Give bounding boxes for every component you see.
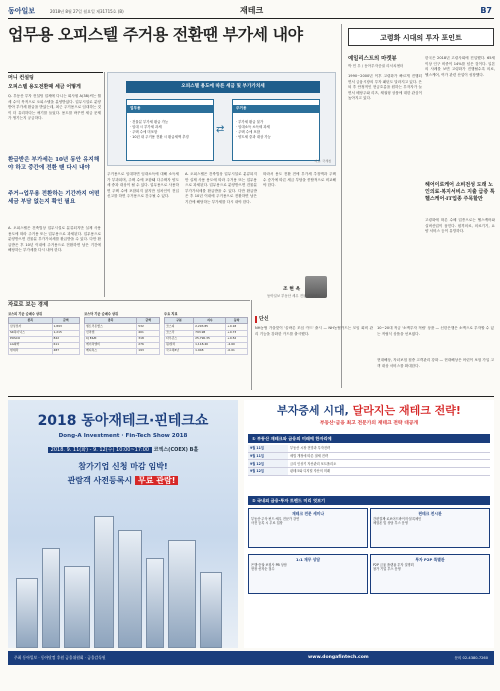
table-cell: LG화학	[9, 342, 53, 348]
table-cell: 메디톡스	[85, 348, 137, 354]
residential-use-box	[232, 99, 320, 161]
table-cell: -4.60	[226, 342, 248, 348]
data-section-title: 자료로 보는 경제	[8, 302, 49, 308]
ad-event-date	[8, 447, 238, 454]
table-cell: 2,293.85	[194, 324, 226, 330]
pull-quote: 환급받은 부가세는 10년 동안 유지해야 하고 중간에 전환 땐 다시 내야	[8, 157, 100, 172]
column-subhead: 헤어이로케어 소비전성 도래 노인의료·복지서비스 지출 급증 톡 헬스케어·IT업종 주목할만	[425, 182, 495, 202]
program-box-text: P2P 금융 플랫폼 투자 설명회 참가 기업 부스 운영	[373, 563, 414, 572]
table-cell: 532	[137, 324, 160, 330]
table-caption: 주요 지표	[164, 312, 178, 316]
page-header	[8, 5, 494, 19]
ad-subheadline: 부동산·금융 최고 전문가의 재테크 전략 대공개	[319, 421, 419, 426]
article-body: A. 오피스텔은 건축법상 업무시설로 분류되지만 실제 사용 용도에 따라 주거용 또는 업무용으로 과세된다. 업무용으로 분양받으면 건물분 부가가치세를 환급받을 수 있다. 다만 환급받은 후 10년 이내에 주거용으로 전환하면 남은 기간에 해당하는 부가세를 다시 내야 한다.	[8, 226, 101, 253]
table-cell: 에이치엘비	[85, 342, 137, 348]
table-cell: 다우존스	[165, 336, 194, 342]
page-number: B7	[480, 6, 492, 15]
session-row	[248, 445, 490, 452]
building-illustration	[42, 548, 60, 648]
section-divider	[8, 300, 250, 301]
session-date: 9월 12일	[248, 460, 288, 468]
ad-cta: 참가기업 신청 마감 임박!	[78, 462, 168, 471]
table-cell: 신라젠	[85, 330, 137, 336]
program-box-title: 핀테크 전시관	[418, 511, 442, 516]
data-table	[8, 312, 80, 355]
table-cell: 현대차	[9, 348, 53, 354]
issue-date: 2018년 8월 27일 월요일 제31715호 (B)	[50, 9, 124, 14]
table-header-cell: 금액	[52, 318, 79, 324]
table-cell: 276	[137, 342, 160, 348]
table-cell: 1,118.40	[194, 342, 226, 348]
columnist-name: 박 민 우 / 동아투자증권 리서치센터	[348, 64, 404, 68]
column-divider	[251, 300, 252, 390]
program-box-title: 1:1 재무 상담	[295, 557, 321, 562]
business-use-box	[126, 99, 214, 161]
session-header: ② 국내외 금융·투자 트렌드 미리 엿보기	[248, 496, 490, 505]
brief-item: 현대해상, 자녀보험 집중 고객관리 강화 — 현대해상은 어린이 보험 가입 고객 대상 서비스를 확대한다.	[377, 358, 494, 368]
building-illustration	[94, 516, 114, 648]
column-header: 예일리스트의 마켓뷰	[348, 56, 397, 62]
brief-item: 10~20대 적금 '소액투자 적립' 상품 — 신한은행은 소액으로 투자할 수 있는 적립식 상품을 선보였다.	[377, 326, 494, 336]
session-row	[248, 468, 490, 476]
box-text: · 건물분 부가세 환급 가능 · 임대 시 부가세 과세 · 주택 수에 미포함 · 10년 내 주거용 전환 시 환급세액 추징	[130, 119, 189, 139]
table-cell: +0.52	[226, 336, 248, 342]
table-header-cell: 종목	[9, 318, 53, 324]
table-cell: +0.18	[226, 324, 248, 330]
table-cell: -0.01	[226, 348, 248, 354]
article-label: 머니 컨설팅	[8, 72, 103, 82]
program-box-text: 부동산·주식·펀드·세무 전문가 강연 사전 등록 시 무료 입장	[251, 517, 300, 526]
table-cell: 삼성전자	[9, 324, 53, 330]
main-headline: 업무용 오피스텔 주거용 전환땐 부가세 내야	[8, 25, 303, 44]
table-cell: 셀트리온헬스	[85, 324, 137, 330]
session-topic: 세법 개정에 따른 절세 전략	[288, 452, 490, 460]
program-box	[248, 508, 368, 548]
session-row	[248, 460, 490, 468]
column-body: 1990~2000년 이후 고령화가 빠르게 진행되면서 금융시장의 투자 패턴도 달라지고 있다. 은퇴 후 안정적인 현금흐름을 원하는 투자자가 늘면서 배당주와 리츠, 채권형 상품에 대한 관심이 높아지고 있다.	[348, 74, 422, 101]
session-row	[248, 452, 490, 460]
program-box-title: 투자 P2P 특별관	[415, 557, 445, 562]
table-cell: 코스피	[165, 324, 194, 330]
building-illustration	[118, 530, 142, 648]
building-illustration	[64, 566, 90, 648]
table-cell: 193	[137, 348, 160, 354]
ad-visual	[8, 400, 238, 648]
event-advertisement	[8, 396, 494, 672]
building-illustration	[16, 578, 38, 648]
table-cell: 611	[52, 342, 79, 348]
box-text: · 부가세 환급 불가 · 임대소득 소득세 과세 · 주택 수에 포함 · 양도세 중과 대상 가능	[236, 119, 271, 139]
infographic-title: 오피스텔 용도에 따른 세금 및 부가가치세	[126, 81, 320, 93]
column-divider	[104, 72, 105, 297]
table-header-cell: 금액	[137, 318, 160, 324]
table-row	[9, 348, 80, 354]
program-box-title: 재테크 전문 세미나	[292, 511, 324, 516]
ad-phone: 문의 02-4380-7260	[454, 656, 488, 660]
brief-item: NH농협 가을맞이 '올바른 모임 카드' 출시 — NH농협카드는 모임 회비 관리 기능을 강화한 카드를 출시했다.	[255, 326, 373, 336]
building-illustration	[200, 572, 222, 648]
session-table	[248, 445, 490, 476]
infographic	[107, 72, 336, 166]
session-header: ① 부동산 재테크와 금융의 미래에 한자리에	[248, 434, 490, 443]
section-title: 재테크	[240, 6, 264, 15]
program-box-text: 은행·증권·보험사 PB 상담 현장 선착순 접수	[251, 563, 287, 572]
box-title: 업무용	[127, 105, 213, 112]
column-body: 고령화에 따른 수혜 업종으로는 헬스케어와 실버산업이 꼽힌다. 원격의료, 의료기기, 요양 서비스 등이 유망하다.	[425, 218, 495, 234]
ad-organizers: 주최 동아일보 · 동아닷컴 후원 금융위원회 · 금융감독원	[14, 655, 106, 660]
data-table	[164, 312, 248, 355]
session-date: 9월 11일	[248, 445, 288, 452]
table-caption: 코스피 기준 순매수 상위	[8, 312, 43, 316]
article-body: 따라서 용도 전환 전에 부가세 추징액과 주택 수 증가에 따른 세금 부담을 종합적으로 비교해야 한다.	[263, 172, 336, 188]
building-illustration	[168, 540, 196, 648]
table-cell: 1,215	[52, 330, 79, 336]
column-title: 고령화 시대의 투자 포인트	[348, 28, 494, 46]
table-cell: CJ E&M	[85, 336, 137, 342]
program-box	[370, 554, 490, 594]
table-header-cell: 구분	[165, 318, 194, 324]
briefs-label: 단신	[255, 316, 269, 323]
box-title: 주거용	[233, 105, 319, 112]
column-body: 한국은 2018년 고령사회에 진입했다. 65세 이상 인구 비중이 14%를 넘은 것이다. 일본의 사례를 보면 고령화가 진행될수록 의료, 헬스케어, 여가 관련 산업이 성장했다.	[425, 56, 495, 77]
ad-cta	[8, 476, 238, 487]
session-date: 9월 12일	[248, 468, 288, 476]
session-topic: 금리 인상기 자산관리 포트폴리오	[288, 460, 490, 468]
session-topic: 부동산 시장 전망과 투자전략	[288, 445, 490, 452]
building-illustration	[146, 558, 164, 648]
ad-headline-highlight: 달라지는 재테크 전략!	[352, 404, 461, 417]
ad-program	[244, 400, 494, 648]
table-header-cell: 등락	[226, 318, 248, 324]
newspaper-logo: 동아일보	[8, 7, 36, 15]
pull-quote: 주거→업무용 전환하는 기간까지 어떤 세금 부담 없는지 확인 필요	[8, 191, 100, 206]
program-box	[370, 508, 490, 548]
session-topic: 핀테크와 디지털 자산의 미래	[288, 468, 490, 476]
table-cell: 25,790.35	[194, 336, 226, 342]
table-cell: 487	[52, 348, 79, 354]
table-cell: +0.73	[226, 330, 248, 336]
program-box	[248, 554, 368, 594]
table-cell: 842	[52, 336, 79, 342]
table-cell: 401	[137, 330, 160, 336]
ad-headline	[244, 404, 494, 419]
table-caption: 코스닥 기준 순매수 상위	[84, 312, 119, 316]
infographic-source: 자료: 국세청	[314, 158, 331, 163]
table-header-cell: 종목	[85, 318, 137, 324]
ad-event-title: 2018 동아재테크·핀테크쇼	[37, 413, 209, 429]
ad-cta-highlight: 무료 관람!	[135, 476, 178, 485]
ad-headline-text: 부자증세 시대,	[277, 404, 353, 417]
table-cell: POSCO	[9, 336, 53, 342]
ad-venue: 코엑스(COEX) B홀	[153, 447, 199, 453]
table-cell: 원/달러	[165, 342, 194, 348]
author-title: 동아일보 부동산 세무 전문 컨설턴트	[267, 294, 321, 298]
table-cell: 코스닥	[165, 330, 194, 336]
conversion-arrow-icon: ⇄	[216, 124, 225, 135]
author-name: 조 현 옥	[283, 287, 301, 292]
ad-cta-text: 관람객 사전등록시	[67, 476, 136, 485]
ad-footer	[8, 651, 494, 665]
table-row	[165, 348, 248, 354]
table-cell: SK하이닉스	[9, 330, 53, 336]
ad-event-english: Dong-A Investment · Fin-Tech Show 2018	[58, 433, 188, 439]
table-cell: 318	[137, 336, 160, 342]
table-cell: 1,893	[52, 324, 79, 330]
article-body: A. 오피스텔은 건축법상 업무시설로 분류되지만 실제 사용 용도에 따라 주거용 또는 업무용으로 과세된다. 업무용으로 분양받으면 건물분 부가가치세를 환급받을 수 있다. 다만 환급받은 후 10년 이내에 주거용으로 전환하면 남은 기간에 해당하는 부가세를 다시 내야 한다.	[185, 172, 257, 204]
article-body: Q. 부동산 투자 컨설팅 업체에 다니는 회사원 A(38)씨는 월세 수익 목적으로 오피스텔을 분양받았다. 업무시설로 분양받아 부가세 환급을 받았는데, 최근 주거용으로 임대하는 것이 더 유리하다는 얘기를 들었다. 용도를 바꾸면 세금 문제가 생기는지 궁금하다.	[8, 94, 101, 121]
session-date: 9월 11일	[248, 452, 288, 460]
data-table	[84, 312, 160, 355]
table-cell: 793.98	[194, 330, 226, 336]
program-box-text: 간편결제·로보어드바이저·블록체인 체험존 및 상담 부스 운영	[373, 517, 422, 526]
article-subtitle: 오피스텔 용도전환때 세금 어떻게	[8, 84, 81, 90]
table-cell: 국고채3년	[165, 348, 194, 354]
table-header-cell: 지수	[194, 318, 226, 324]
ad-website-link[interactable]: www.dongafintech.com	[308, 655, 369, 660]
table-cell: 1.948	[194, 348, 226, 354]
article-body: 주거용으로 임대하면 임대소득에 대해 소득세가 부과되며, 주택 수에 포함돼 다주택자 양도세 중과 대상이 될 수 있다. 업무용으로 사용하면 주택 수에 포함되지 않지만 임차인이 전입신고를 하면 주거용으로 간주될 수 있다.	[107, 172, 179, 199]
ad-date-text: 2018. 9. 11(화) - 9. 12(수) 10:00~17:00	[48, 447, 152, 453]
table-row	[85, 348, 160, 354]
